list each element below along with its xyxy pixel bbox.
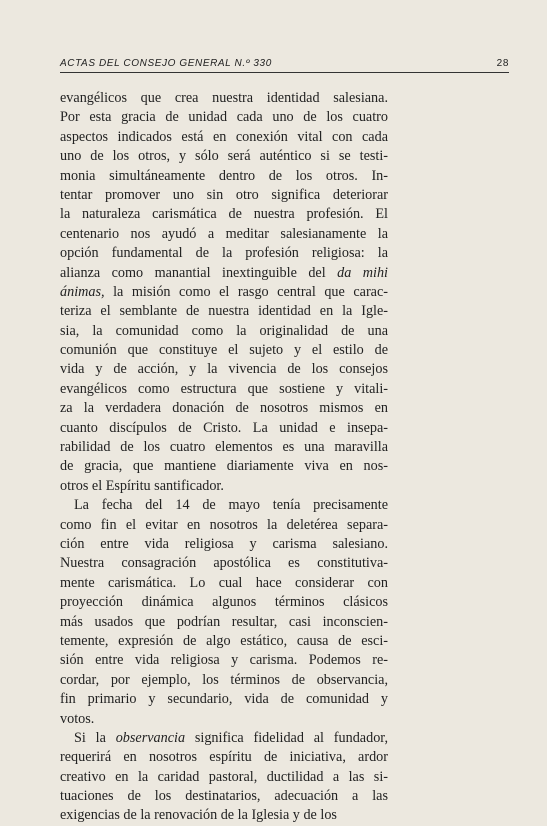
text-run: mente carismática. Lo cual hace considerar con <box>60 574 388 591</box>
text-line <box>60 399 388 418</box>
body-text <box>60 89 388 826</box>
text-run: creativo en la caridad pastoral, ductilidad a las si- <box>60 768 388 785</box>
text-line <box>60 360 388 379</box>
text-line <box>60 167 388 186</box>
text-line <box>60 477 388 496</box>
text-line <box>60 535 388 554</box>
text-run: monia simultáneamente dentro de los otros. In- <box>60 167 388 184</box>
running-header <box>60 56 509 73</box>
text-run: la misión como el rasgo central que carac- <box>104 283 388 300</box>
text-run: sión entre vida religiosa y carisma. Podemos re- <box>60 652 388 669</box>
text-run: significa fidelidad al fundador, <box>185 729 388 746</box>
text-run: rabilidad de los cuatro elementos es una maravilla <box>60 439 388 456</box>
text-run: Nuestra consagración apostólica es constitutiva- <box>60 555 388 572</box>
text-run: vida y de acción, y la vivencia de los consejos <box>60 361 388 378</box>
text-line <box>60 806 388 825</box>
text-run: ción entre vida religiosa y carisma salesiano. <box>60 535 388 552</box>
text-line <box>60 128 388 147</box>
text-line <box>60 748 388 767</box>
text-line <box>60 264 388 283</box>
text-run: tuaciones de los destinatarios, adecuación a las <box>60 788 388 805</box>
italic-text: da mihi <box>337 264 388 281</box>
text-run: opción fundamental de la profesión religiosa: la <box>60 245 388 262</box>
text-line <box>60 322 388 341</box>
text-line <box>60 302 388 321</box>
text-run: temente, expresión de algo estático, causa de esci- <box>60 632 388 649</box>
text-line <box>60 496 388 515</box>
text-run: de gracia, que mantiene diariamente viva en nos- <box>60 458 388 475</box>
text-run: proyección dinámica algunos términos clásicos <box>60 594 388 611</box>
text-run: más usados que podrían resultar, casi inconscien- <box>60 613 388 630</box>
paragraph <box>60 729 388 826</box>
text-run: Si la <box>74 729 116 746</box>
text-run: centenario nos ayudó a meditar salesianamente la <box>60 225 388 242</box>
text-run: aspectos indicados está en conexión vital con cada <box>60 128 388 145</box>
text-line <box>60 244 388 263</box>
text-line <box>60 671 388 690</box>
text-line <box>60 632 388 651</box>
text-run: fin primario y secundario, vida de comunidad y <box>60 691 388 708</box>
text-line <box>60 283 388 302</box>
text-line <box>60 787 388 806</box>
text-line <box>60 729 388 748</box>
text-run: tentar promover uno sin otro significa deteriorar <box>60 186 388 203</box>
text-run: cordar, por ejemplo, los términos de observancia, <box>60 671 388 688</box>
header-title: ACTAS DEL CONSEJO GENERAL N.º 330 <box>60 58 272 69</box>
text-line <box>60 768 388 787</box>
text-line <box>60 108 388 127</box>
text-line <box>60 457 388 476</box>
italic-text: observancia <box>115 729 186 746</box>
text-line <box>60 651 388 670</box>
text-run: la naturaleza carismática de nuestra profesión. El <box>60 206 388 223</box>
paragraph <box>60 496 388 729</box>
text-run: uno de los otros, y sólo será auténtico si se testi- <box>60 148 388 165</box>
text-line <box>60 593 388 612</box>
text-line <box>60 554 388 573</box>
text-run: requerirá en nosotros espíritu de iniciativa, ardor <box>60 749 388 766</box>
text-run: evangélicos como estructura que sostiene y vitali- <box>60 380 388 397</box>
text-line <box>60 690 388 709</box>
paragraph <box>60 89 388 496</box>
text-line <box>60 205 388 224</box>
text-run: comunión que constituye el sujeto y el estilo de <box>60 342 388 359</box>
page-number: 28 <box>496 58 509 69</box>
text-run: alianza como manantial inextinguible del <box>60 264 338 281</box>
text-line <box>60 147 388 166</box>
text-line <box>60 574 388 593</box>
text-line <box>60 710 388 729</box>
text-line <box>60 186 388 205</box>
text-run: como fin el evitar en nosotros la deletérea separa- <box>60 516 388 533</box>
text-run: teriza el semblante de nuestra identidad en la Igle- <box>60 303 388 320</box>
text-line <box>60 341 388 360</box>
text-line <box>60 225 388 244</box>
italic-text: ánimas, <box>60 283 105 300</box>
text-line <box>60 613 388 632</box>
text-line <box>60 438 388 457</box>
text-line <box>60 89 388 108</box>
text-run: za la verdadera donación de nosotros mismos en <box>60 400 388 417</box>
text-run: exigencias de la renovación de la Iglesia y de los <box>60 807 337 824</box>
text-run: Por esta gracia de unidad cada uno de los cuatro <box>60 109 388 126</box>
text-run: sia, la comunidad como la originalidad de una <box>60 322 388 339</box>
text-run: evangélicos que crea nuestra identidad salesiana. <box>60 90 388 106</box>
text-run: La fecha del 14 de mayo tenía precisamente <box>74 497 388 514</box>
text-line <box>60 516 388 535</box>
text-run: cuanto discípulos de Cristo. La unidad e insepa- <box>60 419 388 436</box>
text-run: otros el Espíritu santificador. <box>60 477 224 494</box>
text-run: votos. <box>60 710 95 727</box>
text-line <box>60 419 388 438</box>
text-line <box>60 380 388 399</box>
